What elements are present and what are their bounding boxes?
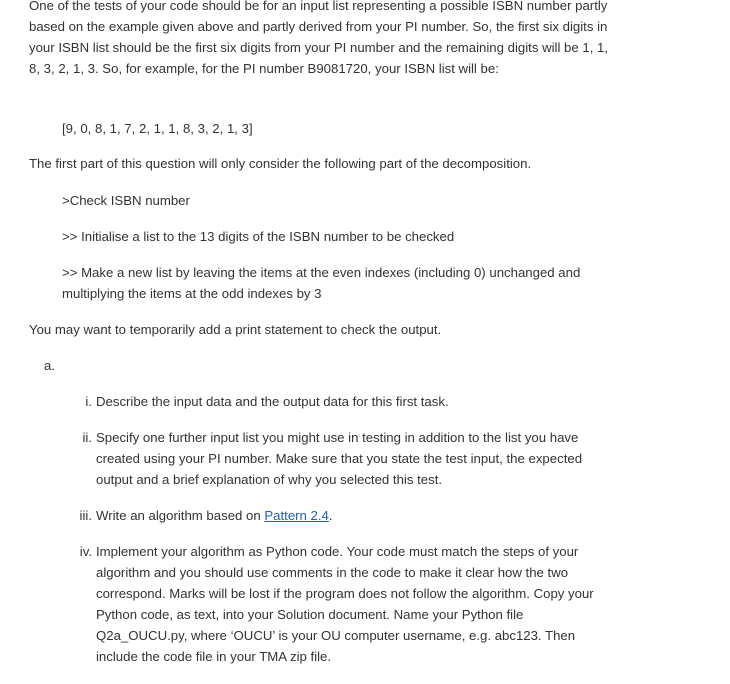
intro-paragraph: One of the tests of your code should be for an input list representing a possible ISBN number partly based on the example given above and partly derived from your PI number. So, the first six digits in your ISBN list should be the first six digits from your PI number and the remaining digits will be 1, 1, 8, 3, 2, 1, 3. So, for example, for the PI number B9081720, your ISBN list will be: [29, 0, 609, 76]
sub-question-text: Describe the input data and the output data for this first task. [96, 394, 449, 409]
pattern-2-4-link[interactable]: Pattern 2.4 [264, 508, 329, 523]
print-statement-hint: You may want to temporarily add a print statement to check the output. [29, 322, 442, 337]
sub-question-text-tail: . [328, 508, 333, 523]
sub-question-marker: i. [85, 394, 92, 409]
sub-question-text: Specify one further input list you might use in testing in addition to the list you have created using your PI number. Make sure that you state the test input, the expected output and a brief explanation of why you selected this test. [96, 430, 583, 487]
sub-question-marker: iii. [79, 508, 92, 523]
sub-question-marker: iv. [79, 544, 92, 559]
decomposition-step-check-isbn: >Check ISBN number [62, 193, 190, 208]
isbn-example-list: [9, 0, 8, 1, 7, 2, 1, 1, 8, 3, 2, 1, 3] [62, 121, 253, 136]
sub-question-text [96, 505, 616, 526]
decomposition-intro: The first part of this question will only consider the following part of the decomposition. [29, 156, 532, 171]
sub-question-text-lead: Write an algorithm based on [96, 508, 265, 523]
sub-question-marker: ii. [82, 430, 92, 445]
sub-question-text: Implement your algorithm as Python code. Your code must match the steps of your algorithm and you should use comments in the code to make it clear how the two correspond. Marks will be lost if the program does not follow the algorithm. Copy your Python code, as text, into your Solution document. Name your Python file Q2a_OUCU.py, where ‘OUCU’ is your OU computer username, e.g. abc123. Then include the code file in your TMA zip file. [96, 544, 594, 664]
decomposition-step-initialise-list: >> Initialise a list to the 13 digits of the ISBN number to be checked [62, 229, 455, 244]
part-a-marker: a. [44, 358, 55, 373]
decomposition-step-multiply-odd: >> Make a new list by leaving the items at the even indexes (including 0) unchanged and multiplying the items at the odd indexes by 3 [62, 265, 581, 301]
